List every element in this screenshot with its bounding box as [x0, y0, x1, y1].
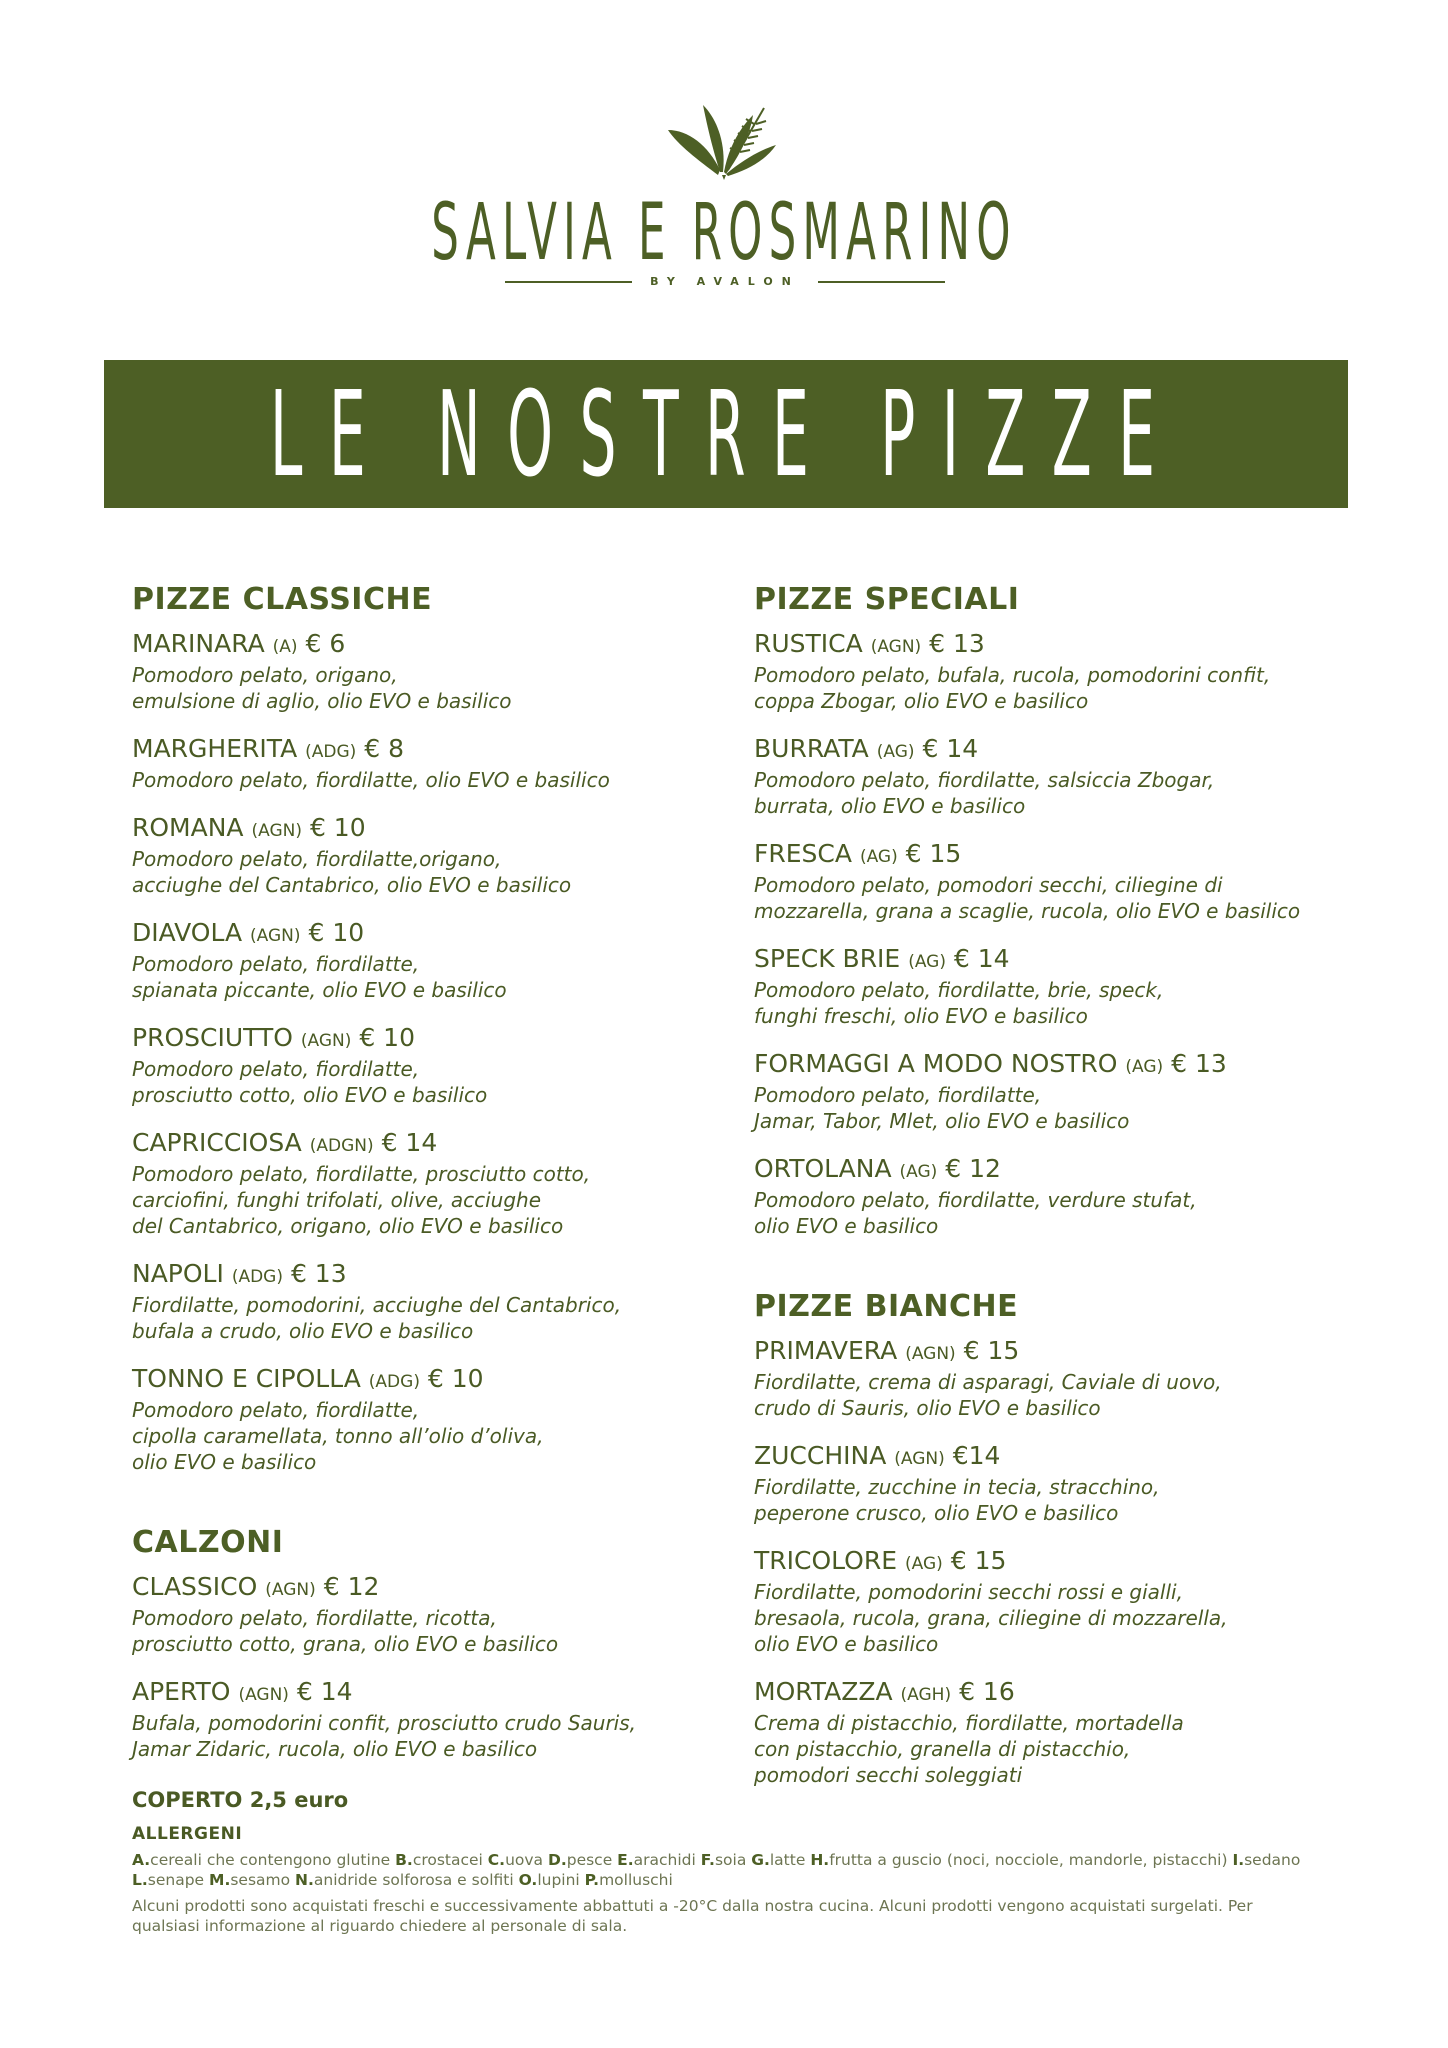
allergen-code: (AG) — [1125, 1057, 1164, 1077]
section-title: PIZZE SPECIALI — [754, 582, 1020, 617]
menu-item — [132, 1128, 752, 1239]
allergen-code: (AG) — [876, 742, 915, 762]
allergen-letter: M. — [209, 1871, 231, 1889]
item-name: ORTOLANA — [754, 1154, 892, 1183]
menu-item — [754, 944, 1374, 1029]
allergen-text: soia — [714, 1851, 752, 1869]
item-name: DIAVOLA — [132, 918, 243, 947]
item-price: € 8 — [364, 734, 405, 763]
menu-item — [754, 1441, 1374, 1526]
item-price: € 14 — [381, 1128, 438, 1157]
item-price: € 15 — [905, 839, 962, 868]
allergen-code: (AGN) — [894, 1449, 945, 1469]
item-name: MORTAZZA — [754, 1677, 893, 1706]
section-pizze-speciali — [754, 582, 1374, 1239]
item-description: Fiordilatte, pomodorini, acciughe del Cantabrico, bufala a crudo, olio EVO e basilico — [132, 1293, 622, 1343]
menu-item — [754, 1049, 1374, 1134]
item-description: Pomodoro pelato, fiordilatte, Jamar, Tabor, Mlet, olio EVO e basilico — [754, 1083, 1130, 1133]
title-banner — [104, 360, 1348, 508]
allergen-code: (AG) — [904, 1554, 943, 1574]
menu-item — [132, 629, 752, 714]
allergen-text: senape — [147, 1871, 210, 1889]
divider — [505, 281, 632, 283]
item-price: € 14 — [922, 734, 979, 763]
item-name: TONNO E CIPOLLA — [132, 1364, 361, 1393]
allergen-code: (AG) — [908, 952, 946, 972]
allergen-letter: C. — [487, 1851, 506, 1869]
item-description: Pomodoro pelato, fiordilatte, olio EVO e basilico — [132, 768, 610, 792]
menu-item — [132, 1023, 752, 1108]
brand-name: SALVIA E ROSMARINO — [431, 188, 1017, 278]
item-description: Pomodoro pelato, fiordilatte, cipolla caramellata, tonno all’olio d’oliva, olio EVO e basilico — [132, 1398, 544, 1474]
allergen-letter: I. — [1232, 1851, 1245, 1869]
menu-item — [132, 918, 752, 1003]
menu-item — [754, 1546, 1374, 1657]
item-description: Pomodoro pelato, pomodori secchi, ciliegine di mozzarella, grana a scaglie, rucola, olio EVO e basilico — [754, 873, 1301, 923]
allergen-letter: N. — [295, 1871, 314, 1889]
section-pizze-classiche — [132, 582, 752, 1475]
item-description: Pomodoro pelato, fiordilatte, prosciutto cotto, carciofini, funghi trifolati, olive, acciughe del Cantabrico, origano, olio EVO e basilico — [132, 1162, 591, 1238]
allergen-letter: D. — [547, 1851, 567, 1869]
menu-item — [754, 734, 1374, 819]
allergen-code: (AGN) — [265, 1580, 316, 1600]
item-name: CAPRICCIOSA — [132, 1128, 302, 1157]
item-description: Fiordilatte, zucchine in tecia, stracchino, peperone crusco, olio EVO e basilico — [754, 1475, 1160, 1525]
item-description: Pomodoro pelato, fiordilatte, ricotta, prosciutto cotto, grana, olio EVO e basilico — [132, 1606, 559, 1656]
menu-item — [132, 734, 752, 793]
item-price: €14 — [952, 1441, 1001, 1470]
menu-item — [754, 629, 1374, 714]
allergen-code: (AGN) — [238, 1685, 289, 1705]
item-price: € 15 — [950, 1546, 1007, 1575]
brand-tagline: BY AVALON — [650, 275, 800, 288]
allergen-letter: E. — [617, 1851, 634, 1869]
menu-item — [132, 1572, 752, 1657]
item-name: TRICOLORE — [754, 1546, 898, 1575]
allergen-letter: G. — [751, 1851, 770, 1869]
allergen-code: (AG) — [899, 1162, 938, 1182]
item-price: € 12 — [945, 1154, 1001, 1183]
item-price: € 13 — [290, 1259, 347, 1288]
item-description: Pomodoro pelato, fiordilatte, brie, speck, funghi freschi, olio EVO e basilico — [754, 978, 1164, 1028]
allergen-letter: B. — [395, 1851, 413, 1869]
coperto-price: COPERTO 2,5 euro — [132, 1788, 349, 1812]
allergen-text: cereali che contengono glutine — [150, 1851, 396, 1869]
item-name: RUSTICA — [754, 629, 863, 658]
allergen-code: (AGH) — [900, 1685, 952, 1705]
item-name: CLASSICO — [132, 1572, 258, 1601]
item-description: Pomodoro pelato, fiordilatte, spianata piccante, olio EVO e basilico — [132, 952, 507, 1002]
right-column — [754, 582, 1374, 1808]
item-description: Fiordilatte, crema di asparagi, Caviale di uovo, crudo di Sauris, olio EVO e basilico — [754, 1370, 1222, 1420]
allergen-code: (AGN) — [300, 1031, 352, 1051]
footer — [132, 1788, 1322, 1936]
allergen-letter: O. — [518, 1871, 538, 1889]
section-calzoni — [132, 1525, 752, 1762]
left-column — [132, 582, 752, 1782]
item-name: NAPOLI — [132, 1259, 224, 1288]
item-description: Pomodoro pelato, origano, emulsione di aglio, olio EVO e basilico — [132, 663, 512, 713]
allergen-letter: F. — [700, 1851, 715, 1869]
allergen-text: frutta a guscio (noci, nocciole, mandorle, pistacchi) — [829, 1851, 1233, 1869]
brand-byline — [505, 275, 945, 288]
allergen-text: sesamo — [230, 1871, 296, 1889]
item-price: € 16 — [959, 1677, 1015, 1706]
allergen-text: pesce — [566, 1851, 618, 1869]
item-name: FRESCA — [754, 839, 852, 868]
menu-item — [754, 1336, 1374, 1421]
item-name: APERTO — [132, 1677, 231, 1706]
allergen-text: molluschi — [599, 1871, 673, 1889]
section-title: CALZONI — [132, 1525, 284, 1560]
item-name: BURRATA — [754, 734, 869, 763]
allergen-letter: L. — [132, 1871, 148, 1889]
allergen-text: anidride solforosa e solfiti — [313, 1871, 519, 1889]
allergen-text: latte — [769, 1851, 811, 1869]
item-price: € 10 — [359, 1023, 415, 1052]
item-description: Pomodoro pelato, fiordilatte, prosciutto cotto, olio EVO e basilico — [132, 1057, 488, 1107]
allergen-text: crostacei — [412, 1851, 488, 1869]
item-name: PRIMAVERA — [754, 1336, 898, 1365]
item-price: € 10 — [309, 813, 366, 842]
item-name: ROMANA — [132, 813, 244, 842]
page-title: LE NOSTRE PIZZE — [270, 365, 1182, 503]
menu-item — [754, 1154, 1374, 1239]
logo — [0, 100, 1448, 300]
item-description: Pomodoro pelato, fiordilatte, salsiccia Zbogar, burrata, olio EVO e basilico — [754, 768, 1215, 818]
item-price: € 14 — [296, 1677, 353, 1706]
allergen-letter: H. — [810, 1851, 830, 1869]
allergens-title: ALLERGENI — [132, 1824, 243, 1844]
item-price: € 10 — [308, 918, 365, 947]
item-description: Crema di pistacchio, fiordilatte, mortadella con pistacchio, granella di pistacchio, pomodori secchi soleggiati — [754, 1711, 1184, 1787]
olive-leaves-icon — [668, 100, 778, 180]
menu-item — [132, 1364, 752, 1475]
menu-item — [132, 1259, 752, 1344]
section-pizze-bianche — [754, 1289, 1374, 1788]
allergen-code: (ADG) — [231, 1267, 283, 1287]
frozen-products-note: Alcuni prodotti sono acquistati freschi e successivamente abbattuti a -20°C dalla nostra cucina. Alcuni prodotti vengono acquistati surgelati. Per qualsiasi informazione al riguardo chiedere al personale di sala. — [132, 1897, 1253, 1935]
item-description: Pomodoro pelato, fiordilatte,origano, acciughe del Cantabrico, olio EVO e basilico — [132, 847, 572, 897]
section-spacer — [754, 1259, 1374, 1289]
allergen-code: (AGN) — [250, 926, 301, 946]
item-name: FORMAGGI A MODO NOSTRO — [754, 1049, 1118, 1078]
allergen-code: (ADGN) — [309, 1136, 374, 1156]
item-name: ZUCCHINA — [754, 1441, 887, 1470]
item-name: PROSCIUTTO — [132, 1023, 293, 1052]
section-title: PIZZE BIANCHE — [754, 1289, 1019, 1324]
allergen-text: lupini — [537, 1871, 585, 1889]
item-price: € 6 — [305, 629, 346, 658]
menu-item — [754, 839, 1374, 924]
allergen-text: sedano — [1244, 1851, 1301, 1869]
divider — [818, 281, 945, 283]
item-price: € 12 — [323, 1572, 380, 1601]
item-description: Pomodoro pelato, bufala, rucola, pomodorini confit, coppa Zbogar, olio EVO e basilico — [754, 663, 1271, 713]
menu-item — [132, 1677, 752, 1762]
allergen-code: (AG) — [859, 847, 898, 867]
section-spacer — [132, 1495, 752, 1525]
allergen-code: (AGN) — [905, 1344, 956, 1364]
allergen-text: uova — [505, 1851, 548, 1869]
allergen-letter: P. — [584, 1871, 600, 1889]
item-price: € 13 — [1171, 1049, 1227, 1078]
allergen-code: (AGN) — [251, 821, 302, 841]
item-price: € 10 — [427, 1364, 484, 1393]
section-title: PIZZE CLASSICHE — [132, 582, 433, 617]
allergen-code: (AGN) — [870, 637, 922, 657]
allergen-text: arachidi — [633, 1851, 701, 1869]
item-price: € 15 — [963, 1336, 1020, 1365]
allergen-code: (ADG) — [305, 742, 357, 762]
item-description: Fiordilatte, pomodorini secchi rossi e gialli, bresaola, rucola, grana, ciliegine di mozzarella, olio EVO e basilico — [754, 1580, 1228, 1656]
allergens-list — [132, 1850, 1322, 1890]
item-name: SPECK BRIE — [754, 944, 901, 973]
menu-item — [754, 1677, 1374, 1788]
item-price: € 13 — [929, 629, 985, 658]
allergen-letter: A. — [132, 1851, 151, 1869]
menu-item — [132, 813, 752, 898]
allergen-code: (ADG) — [368, 1372, 420, 1392]
item-price: € 14 — [953, 944, 1010, 973]
item-name: MARINARA — [132, 629, 265, 658]
item-description: Bufala, pomodorini confit, prosciutto crudo Sauris, Jamar Zidaric, rucola, olio EVO e basilico — [132, 1711, 637, 1761]
item-description: Pomodoro pelato, fiordilatte, verdure stufat, olio EVO e basilico — [754, 1188, 1197, 1238]
item-name: MARGHERITA — [132, 734, 298, 763]
allergen-code: (A) — [272, 637, 298, 657]
